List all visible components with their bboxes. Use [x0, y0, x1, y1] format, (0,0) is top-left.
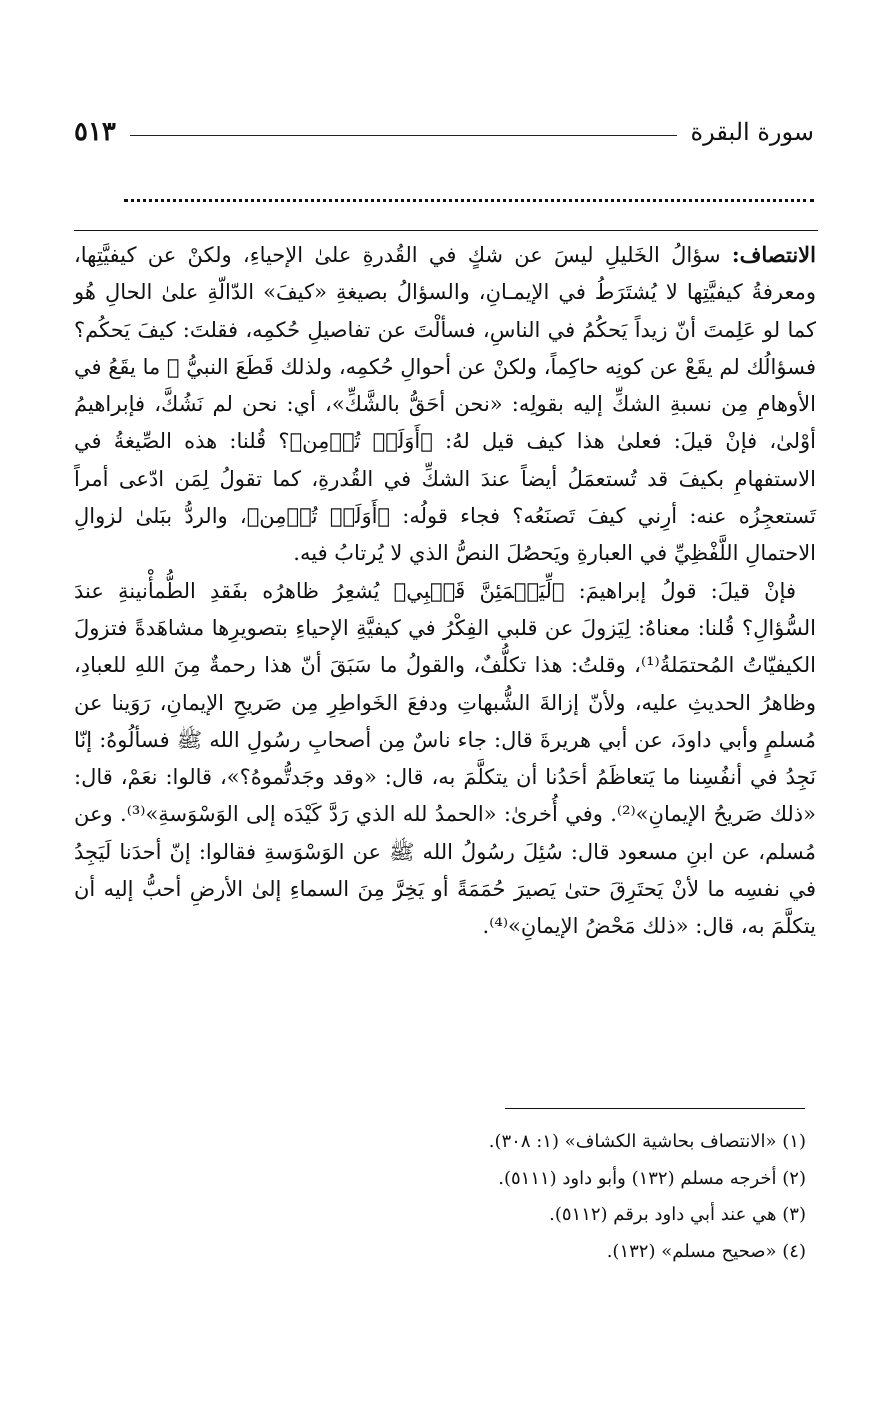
footnote-rule	[505, 1108, 805, 1109]
paragraph-question	[74, 573, 816, 946]
header-rule	[130, 135, 677, 136]
footnote-2: (٢) أخرجه مسلم (١٣٢) وأبو داود (٥١١١).	[498, 1167, 806, 1189]
dotted-line	[124, 193, 814, 202]
paragraph-intisaf	[74, 236, 816, 573]
paragraph-lead: الانتصاف:	[731, 242, 816, 267]
footnote-4: (٤) «صحيح مسلم» (١٣٢).	[606, 1240, 806, 1262]
surah-title: سورة البقرة	[690, 118, 814, 146]
text-top-rule	[74, 230, 818, 231]
footnote-1: (١) «الانتصاف بحاشية الكشاف» (١: ٣٠٨).	[488, 1131, 806, 1152]
main-text	[74, 236, 816, 946]
dotted-separator	[74, 186, 814, 207]
page-number: ٥١٣	[74, 117, 116, 147]
footnote-3: (٣) هي عند أبي داود برقم (٥١١٢).	[549, 1204, 806, 1225]
paragraph-body: فإنْ قيلَ: قولُ إبراهيمَ: ﴿لِّيَطۡمَئِنَّ قَلۡبِي﴾ يُشعِرُ ظاهرُه بفَقدِ الطُّمأْنينةِ عندَ السُّؤالِ؟ قُلنا: معناهُ: لِيَزولَ عن قلبي الفِكْرُ في كيفيَّةِ الإحياءِ بتصويرِها مشاهَدةً فتزولَ الكيفيّاتُ المُحتمَلةُ⁽¹⁾، وقلتُ: هذا تكلُّفٌ، والقولُ ما سَبَقَ أنّ هذا رحمةٌ مِنَ اللهِ للعبادِ، وظاهرُ الحديثِ عليه، ولأنّ إزالةَ الشُّبهاتِ ودفعَ الخَواطِرِ مِن صَريحِ الإيمانِ، رَوَينا عن مُسلمٍ وأبي داودَ، عن أبي هريرةَ قال: جاء ناسٌ مِن أصحابِ رسُولِ الله ﷺ فسألُوهُ: إنّا نَجِدُ في أنفُسِنا ما يَتعاظَمُ أحَدُنا أن يتكلَّمَ به، قال: «وقد وجَدتُّموهُ؟»، قالوا: نعَمْ، قال: «ذلك صَريحُ الإيمانِ»⁽²⁾. وفي أُخرىٰ: «الحمدُ لله الذي رَدَّ كَيْدَه إلى الوَسْوَسةِ»⁽³⁾. وعن مُسلم، عن ابنِ مسعود قال: سُئِلَ رسُولُ الله ﷺ عن الوَسْوَسةِ فقالوا: إنّ أحدَنا لَيَجِدُ في نفسِه ما لأنْ يَحتَرِقَ حتىٰ يَصيرَ حُمَمَةً أو يَخِرَّ مِنَ السماءِ إلىٰ الأرضِ أحبُّ إليه أن يتكلَّمَ به، قال: «ذلك مَحْضُ الإيمانِ»⁽⁴⁾.	[74, 578, 816, 939]
running-header	[74, 112, 814, 152]
footnotes	[300, 1124, 806, 1270]
paragraph-body: سؤالُ الخَليلِ ليسَ عن شكٍ في القُدرةِ علىٰ الإحياءِ، ولكنْ عن كيفيَّتِها، ومعرفةُ كيفيَّتِها لا يُشتَرَطُ في الإيمـانِ، والسؤالُ بصيغةِ «كيفَ» الدّالّةِ علىٰ الحالِ هُو كما لو عَلِمتَ أنّ زيداً يَحكُمُ في الناسِ، فسألْتَ عن تفاصيلِ حُكمِه، فقلتَ: كيفَ يَحكُم؟ فسؤالُك لم يقَعْ عن كونِه حاكِماً، ولكنْ عن أحوالِ حُكمِه، ولذلك قَطَعَ النبيُّ ﷺ ما يقَعُ في الأوهامِ مِن نسبةِ الشكِّ إليه بقولِه: «نحن أحَقُّ بالشَّكِّ»، أي: نحن لم نَشُكَّ، فإبراهيمُ أوْلىٰ، فإنْ قيلَ: فعلىٰ هذا كيف قيل لهُ: ﴿أَوَلَمۡ تُؤۡمِن﴾؟ قُلنا: هذه الصِّيغةُ في الاستفهامِ بكيفَ قد تُستعمَلُ أيضاً عندَ الشكِّ في القُدرةِ، كما تقولُ لِمَن ادّعى أمراً تَستعجِزُه عنه: أرِني كيفَ تَصنَعُه؟ فجاء قولُه: ﴿أَوَلَمۡ تُؤۡمِن﴾، والردُّ ببَلىٰ لزوالِ الاحتمالِ اللَّفْظِيِّ في العبارةِ ويَحصُلَ النصُّ الذي لا يُرتابُ فيه.	[74, 243, 816, 566]
